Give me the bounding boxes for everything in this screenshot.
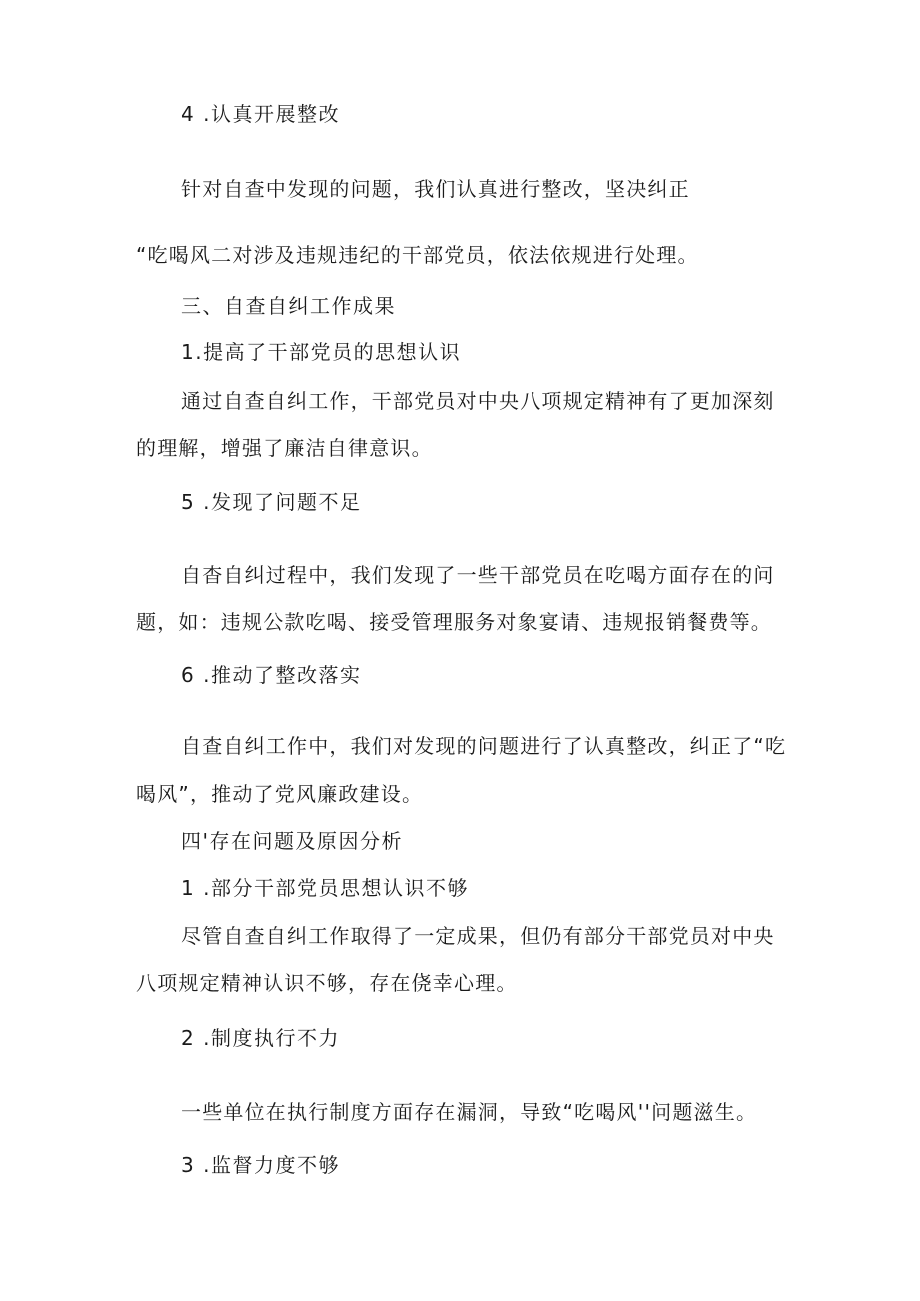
section-heading-3-results: 三、自查自纠工作成果 xyxy=(181,294,396,318)
paragraph-line: 一些单位在执行制度方面存在漏洞，导致“吃喝风''问题滋生。 xyxy=(181,1100,758,1124)
paragraph-line: 针对自查中发现的问题，我们认真进行整改，坚决纠正 xyxy=(181,177,690,201)
subheading-1-insufficient-awareness: 1 .部分干部党员思想认识不够 xyxy=(181,876,469,900)
subheading-6-implementation: 6 .推动了整改落实 xyxy=(181,663,362,687)
paragraph-line: 的理解，增强了廉洁自律意识。 xyxy=(136,436,433,460)
paragraph-line: 喝风”，推动了党风廉政建设。 xyxy=(136,782,424,806)
section-heading-4-problems: 四'存在问题及原因分析 xyxy=(181,829,403,853)
paragraph-line: 尽管自查自纠工作取得了一定成果，但仍有部分干部党员对中央 xyxy=(181,924,775,948)
paragraph-line: “吃喝风二对涉及违规违纪的干部党员，依法依规进行处理。 xyxy=(136,243,699,267)
subheading-5-found-problems: 5 .发现了问题不足 xyxy=(181,490,362,514)
subheading-2-enforcement: 2 .制度执行不力 xyxy=(181,1026,340,1050)
subheading-4-rectification: 4 .认真开展整改 xyxy=(181,102,340,126)
paragraph-line: 自杳自纠过程中，我们发现了一些干部党员在吃喝方面存在的问 xyxy=(181,563,775,587)
paragraph-line: 通过自查自纠工作，干部党员对中央八项规定精神有了更加深刻 xyxy=(181,389,775,413)
paragraph-line: 自查自纠工作中，我们对发现的问题进行了认真整改，纠正了“吃 xyxy=(181,734,787,758)
subheading-1-awareness: 1.提高了干部党员的思想认识 xyxy=(181,340,462,364)
paragraph-line: 八项规定精神认识不够，存在侥幸心理。 xyxy=(136,971,518,995)
subheading-3-supervision: 3 .监督力度不够 xyxy=(181,1153,340,1177)
paragraph-line: 题，如：违规公款吃喝、接受管理服务对象宴请、违规报销餐费等。 xyxy=(136,610,772,634)
